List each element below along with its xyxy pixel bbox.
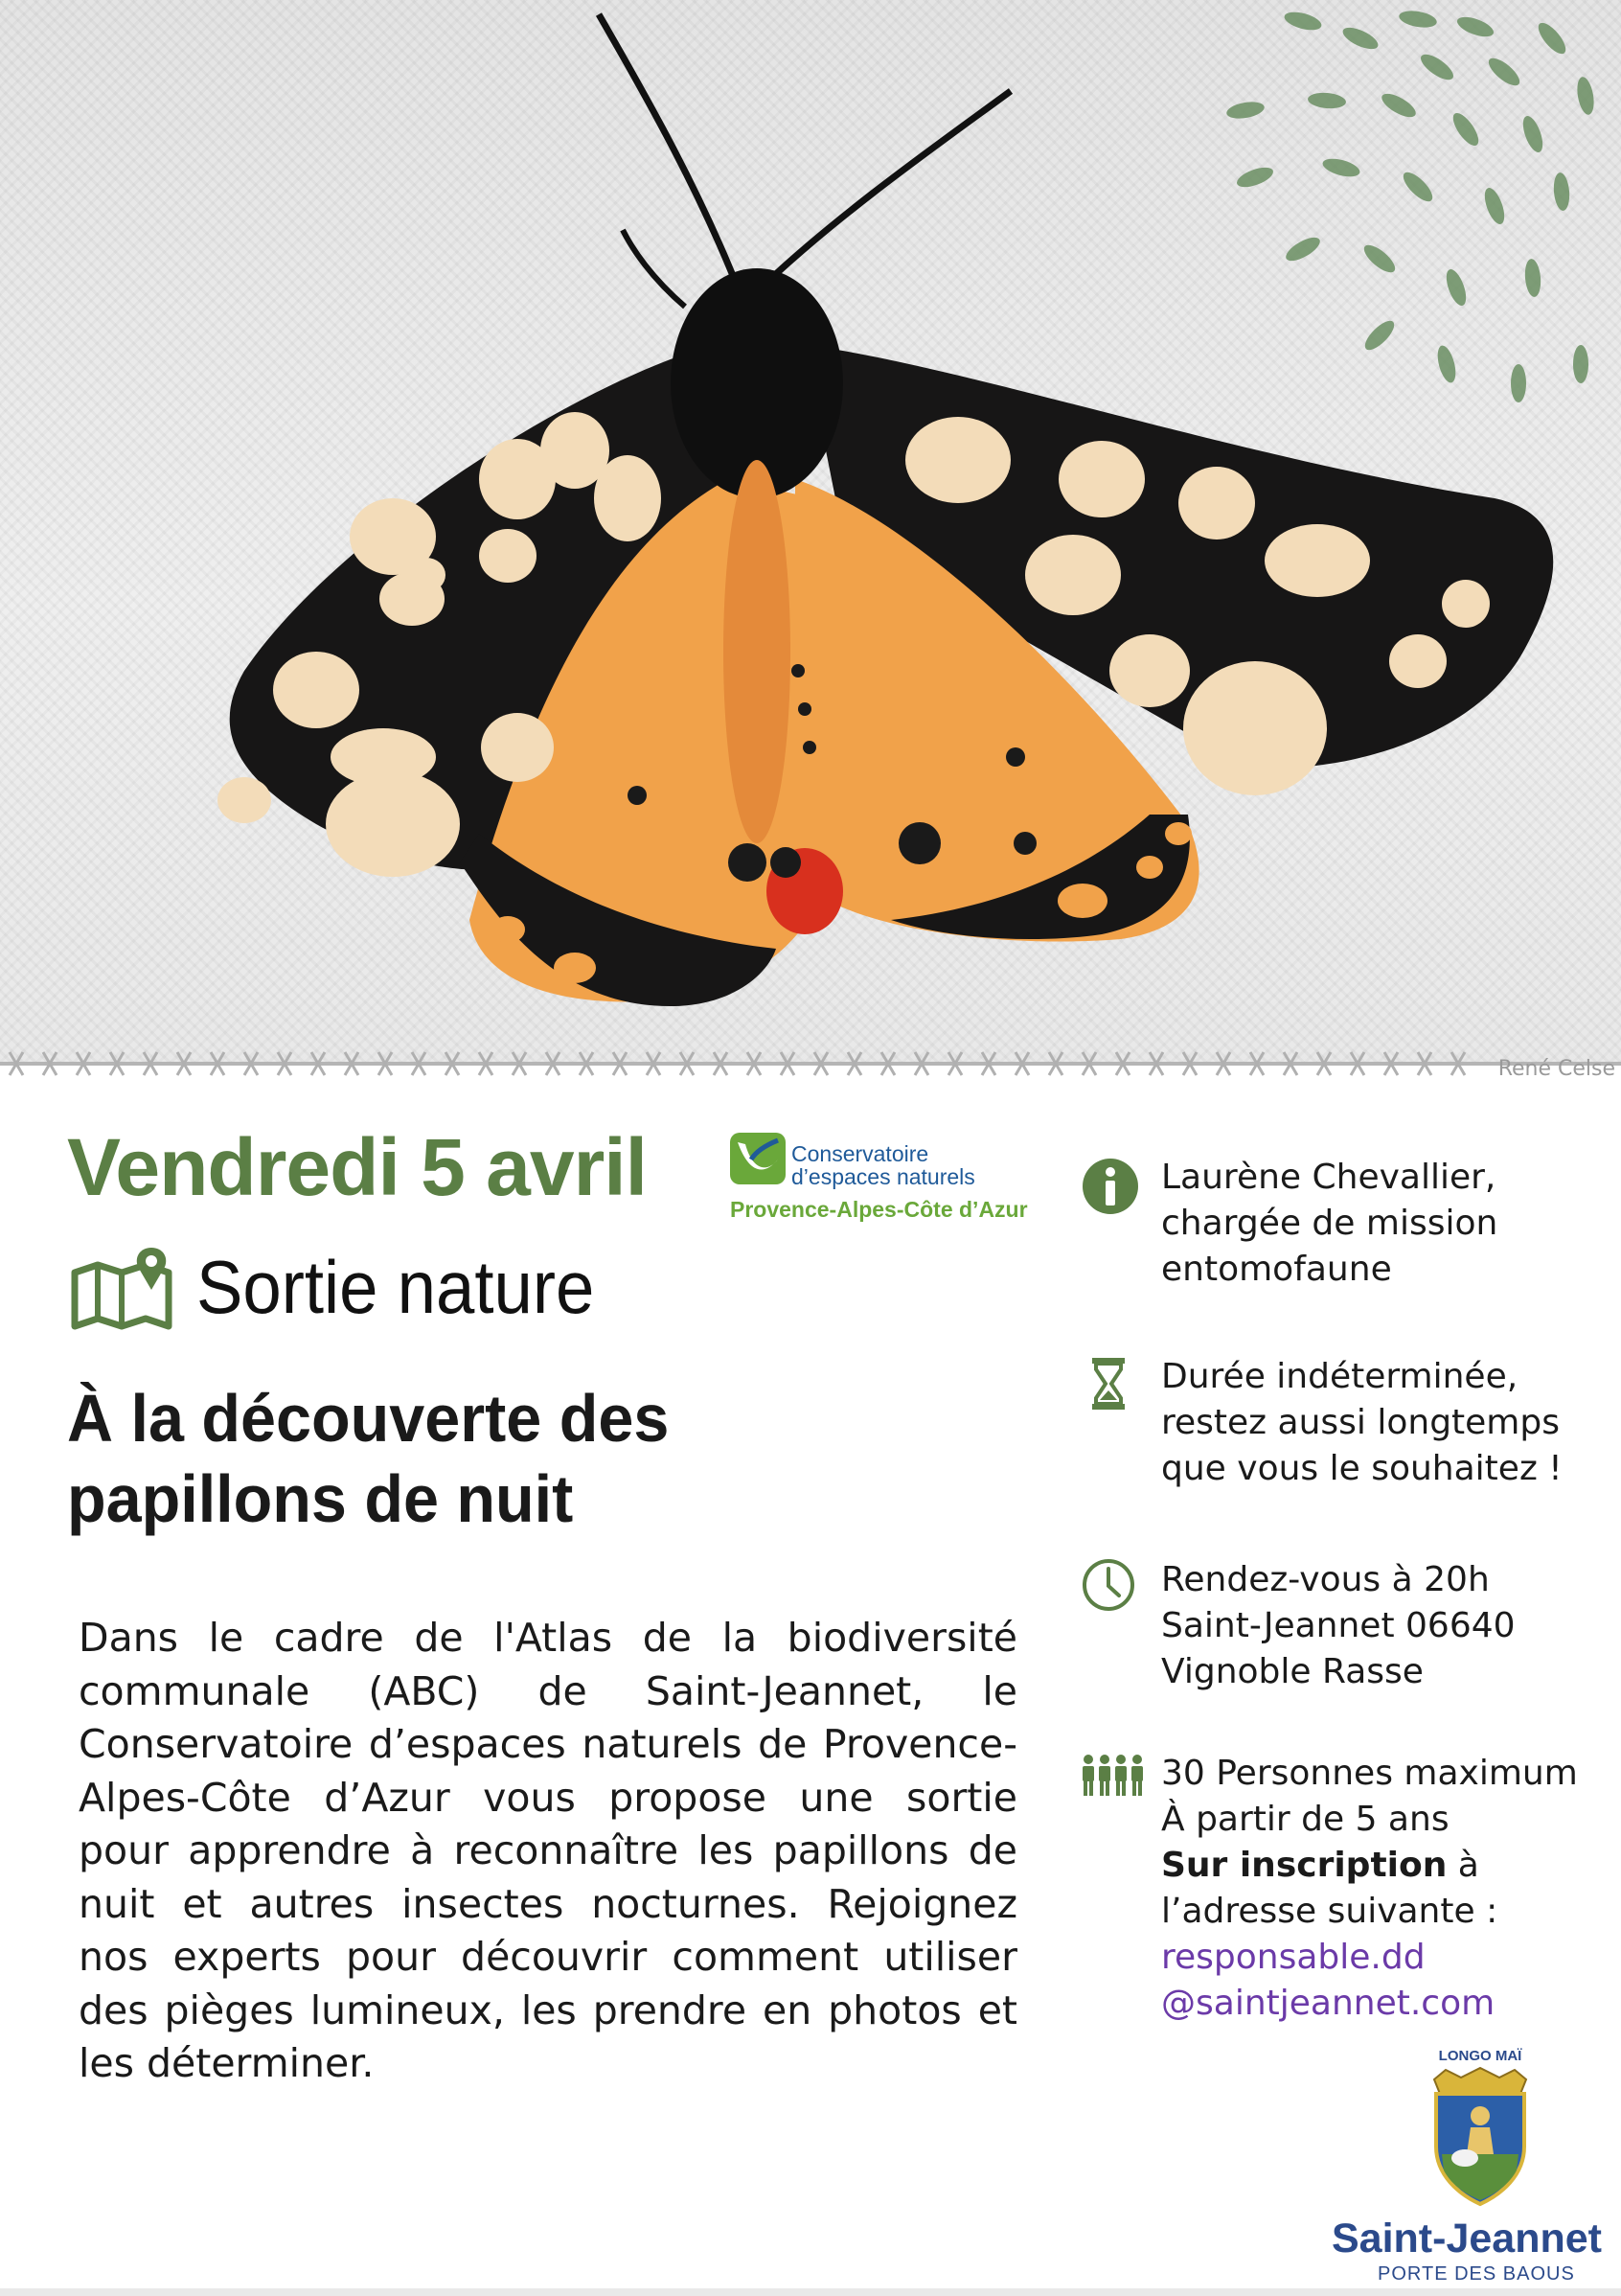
event-description: Dans le cadre de l'Atlas de la biodiversité communale (ABC) de Saint-Jeannet, le Conservatoire d’espaces naturels de Provence-Alpes-Côte d’Azur vous propose une sortie pour apprendre à reconnaître les papillons de nuit et autres insectes nocturnes. Rejoignez nos experts pour découvrir comment utiliser des pièges lumineux, les prendre en photos et les déterminer. [79, 1615, 1017, 2086]
info-icon [1081, 1157, 1140, 1216]
guide-text: Laurène Chevallier, chargée de mission entomofaune [1161, 1158, 1498, 1289]
event-type: Sortie nature [196, 1245, 595, 1329]
bottom-divider [0, 2288, 1621, 2296]
cen-logo-region: Provence-Alpes-Côte d’Azur [730, 1197, 1028, 1222]
hourglass-icon [1081, 1356, 1136, 1412]
crest-motto: LONGO MAÏ [1438, 2048, 1522, 2064]
cen-logo-text: Conservatoire d’espaces naturels [791, 1141, 975, 1189]
leaf-decoration [1225, 9, 1596, 402]
moth-illustration [0, 0, 1621, 1102]
meeting-text: Rendez-vous à 20h Saint-Jeannet 06640 Vignoble Rasse [1161, 1560, 1516, 1691]
saint-jeannet-crest [1413, 2041, 1547, 2209]
event-title: À la découverte des papillons de nuit [67, 1381, 670, 1536]
map-pin-icon [69, 1244, 174, 1330]
email-address[interactable]: responsable.dd [1161, 1938, 1426, 1977]
photo-credit: René Celse [1497, 1057, 1615, 1081]
clock-icon [1081, 1557, 1136, 1613]
registration-required: Sur inscription [1161, 1846, 1448, 1885]
email-domain[interactable]: @saintjeannet.com [1161, 1984, 1495, 2023]
event-date: Vendredi 5 avril [67, 1122, 647, 1212]
participants-text: 30 Personnes maximum À partir de 5 ans Sur inscription à l’adresse suivante : responsable.dd @saintjeannet.com [1161, 1751, 1621, 2027]
town-name: Saint-Jeannet [1332, 2216, 1602, 2262]
town-tagline: PORTE DES BAOUS [1378, 2263, 1575, 2285]
duration-text: Durée indéterminée, restez aussi longtemps que vous le souhaitez ! [1161, 1357, 1563, 1488]
moth-photo [0, 0, 1621, 1102]
people-icon [1081, 1755, 1144, 1797]
